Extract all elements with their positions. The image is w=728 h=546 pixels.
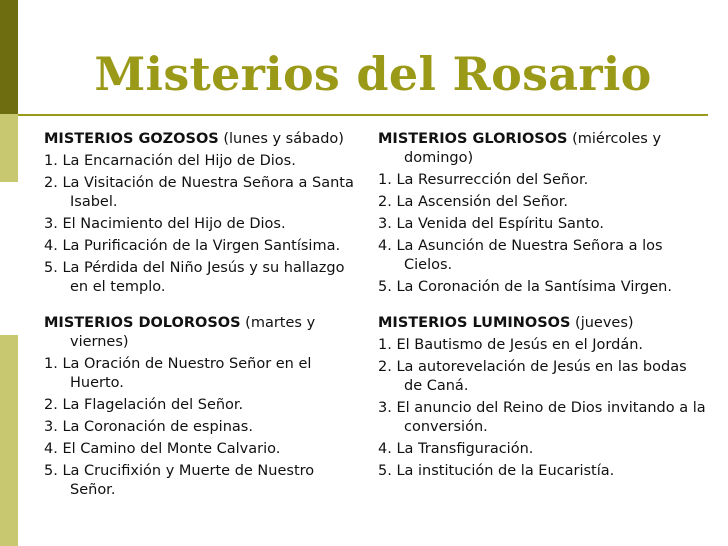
list-item: 3. El anuncio del Reino de Dios invitando a la conversión.: [378, 400, 706, 435]
list-item: 4. La Transfiguración.: [378, 441, 534, 457]
list-item: 3. El Nacimiento del Hijo de Dios.: [44, 216, 286, 232]
list-item: 1. La Oración de Nuestro Señor en el Huerto.: [44, 356, 312, 391]
section-header-gloriosos: [378, 130, 708, 168]
days-dolorosos: (martes y viernes): [70, 315, 316, 350]
decorative-bar-middle: [0, 114, 18, 182]
section-header-dolorosos: [44, 314, 354, 352]
list-item: 1. El Bautismo de Jesús en el Jordán.: [378, 337, 644, 353]
list-item: 4. La Purificación de la Virgen Santísima.: [44, 238, 341, 254]
list-item: 4. La Asunción de Nuestra Señora a los Cielos.: [378, 238, 663, 273]
list-item: 3. La Coronación de espinas.: [44, 419, 253, 435]
list-item: 1. La Resurrección del Señor.: [378, 172, 589, 188]
list-item: 2. La Flagelación del Señor.: [44, 397, 244, 413]
right-column: [378, 130, 708, 484]
heading-gozosos: MISTERIOS GOZOSOS: [44, 131, 219, 147]
section-header-gozosos: [44, 130, 354, 149]
list-item: 2. La autorevelación de Jesús en las bodas de Caná.: [378, 359, 687, 394]
list-item: 2. La Ascensión del Señor.: [378, 194, 569, 210]
days-luminosos: (jueves): [570, 315, 634, 331]
list-item: 5. La institución de la Eucaristía.: [378, 463, 615, 479]
list-item: 5. La Coronación de la Santísima Virgen.: [378, 279, 672, 295]
list-item: 1. La Encarnación del Hijo de Dios.: [44, 153, 296, 169]
list-item: 2. La Visitación de Nuestra Señora a Santa Isabel.: [44, 175, 354, 210]
heading-gloriosos: MISTERIOS GLORIOSOS: [378, 131, 568, 147]
decorative-bar-bottom: [0, 335, 18, 546]
left-column: [44, 130, 354, 503]
days-gloriosos: (miércoles y domingo): [404, 131, 662, 166]
heading-luminosos: MISTERIOS LUMINOSOS: [378, 315, 571, 331]
title-divider: [18, 114, 708, 116]
section-spacer: [378, 300, 708, 314]
heading-dolorosos: MISTERIOS DOLOROSOS: [44, 315, 241, 331]
section-header-luminosos: [378, 314, 708, 333]
slide-title: Misterios del Rosario: [94, 47, 652, 101]
days-gozosos: (lunes y sábado): [218, 131, 344, 147]
list-item: 4. El Camino del Monte Calvario.: [44, 441, 281, 457]
section-spacer: [44, 300, 354, 314]
list-item: 3. La Venida del Espíritu Santo.: [378, 216, 605, 232]
list-item: 5. La Pérdida del Niño Jesús y su hallazgo en el templo.: [44, 260, 345, 295]
list-item: 5. La Crucifixión y Muerte de Nuestro Señor.: [44, 463, 315, 498]
decorative-bar-top: [0, 0, 18, 114]
